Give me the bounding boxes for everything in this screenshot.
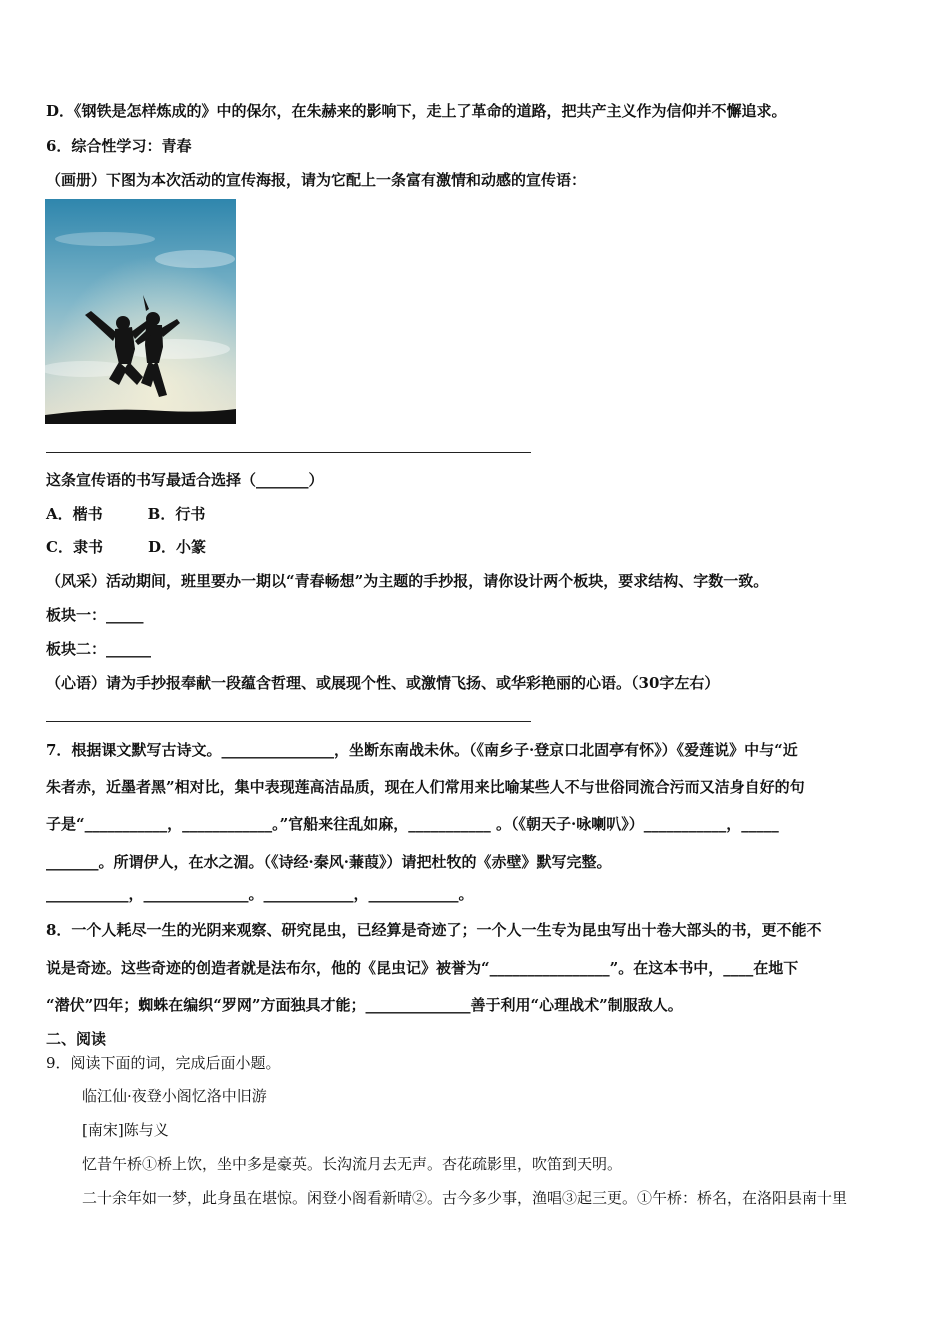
calligraphy-question: 这条宣传语的书写最适合选择（_______）: [46, 471, 324, 489]
style-prompt: （风采）活动期间，班里要办一期以“青春畅想”为主题的手抄报，请你设计两个板块，要求结构、字数一致。: [46, 572, 769, 590]
album-prompt: （画册）下图为本次活动的宣传海报，请为它配上一条富有激情和动感的宣传语：: [46, 171, 587, 189]
section-two-blank[interactable]: 板块二：______: [46, 640, 152, 658]
poem-author: [南宋]陈与义: [82, 1121, 169, 1139]
section-one-blank[interactable]: 板块一：_____: [46, 606, 144, 624]
question-8-line-2: 说是奇迹。这些奇迹的创造者就是法布尔，他的《昆虫记》被誉为“________________”。在这本书中，____在地下: [46, 959, 799, 977]
question-7-line-3: 子是“___________，____________。”官船来往乱如麻，___________ 。（《朝天子·咏喇叭》）___________，_____: [46, 815, 779, 833]
question-6-title: 6．综合性学习：青春: [46, 137, 192, 155]
question-8-line-1: 8．一个人耗尽一生的光阴来观察、研究昆虫，已经算是奇迹了；一个人一生专为昆虫写出十卷大部头的书，更不能不: [46, 921, 822, 939]
option-d-text: D．《钢铁是怎样炼成的》中的保尔，在朱赫来的影响下，走上了革命的道路，把共产主义作为信仰并不懈追求。: [46, 102, 787, 120]
poem-stanza-2: 二十余年如一梦，此身虽在堪惊。闲登小阁看新晴②。古今多少事，渔唱③起三更。①午桥：桥名，在洛阳县南十里: [82, 1189, 848, 1207]
question-7-line-4: _______。所谓伊人，在水之湄。（《诗经·秦风·蒹葭》）请把杜牧的《赤壁》默写完整。: [46, 853, 612, 871]
section-heading-reading: 二、阅读: [46, 1030, 107, 1048]
poem-title: 临江仙·夜登小阁忆洛中旧游: [82, 1087, 267, 1105]
options-c-d: C．隶书 D．小篆: [46, 538, 206, 556]
question-7-line-2: 朱者赤，近墨者黑”相对比，集中表现莲高洁品质，现在人们常用来比喻某些人不与世俗同流合污而又洁身自好的句: [46, 778, 805, 796]
question-9-title: 9．阅读下面的词，完成后面小题。: [46, 1054, 281, 1072]
answer-line-2[interactable]: [46, 721, 531, 722]
options-a-b: A．楷书 B．行书: [46, 505, 206, 523]
message-prompt: （心语）请为手抄报奉献一段蕴含哲理、或展现个性、或激情飞扬、或华彩艳丽的心语。（30字左右）: [46, 674, 720, 692]
question-7-line-1: 7．根据课文默写古诗文。_______________，坐断东南战未休。（《南乡子·登京口北固亭有怀》）《爱莲说》中与“近: [46, 741, 798, 759]
poster-photo: [45, 199, 236, 424]
poem-stanza-1: 忆昔午桥①桥上饮，坐中多是豪英。长沟流月去无声。杏花疏影里，吹笛到天明。: [82, 1155, 623, 1173]
answer-line-1[interactable]: [46, 452, 531, 453]
jumping-silhouettes-photo-icon: [45, 199, 236, 424]
question-7-line-5: ___________，______________。____________，____________。: [46, 885, 474, 903]
question-8-line-3: “潜伏”四年；蜘蛛在编织“罗网”方面独具才能；______________善于利用“心理战术”制服敌人。: [46, 996, 683, 1014]
